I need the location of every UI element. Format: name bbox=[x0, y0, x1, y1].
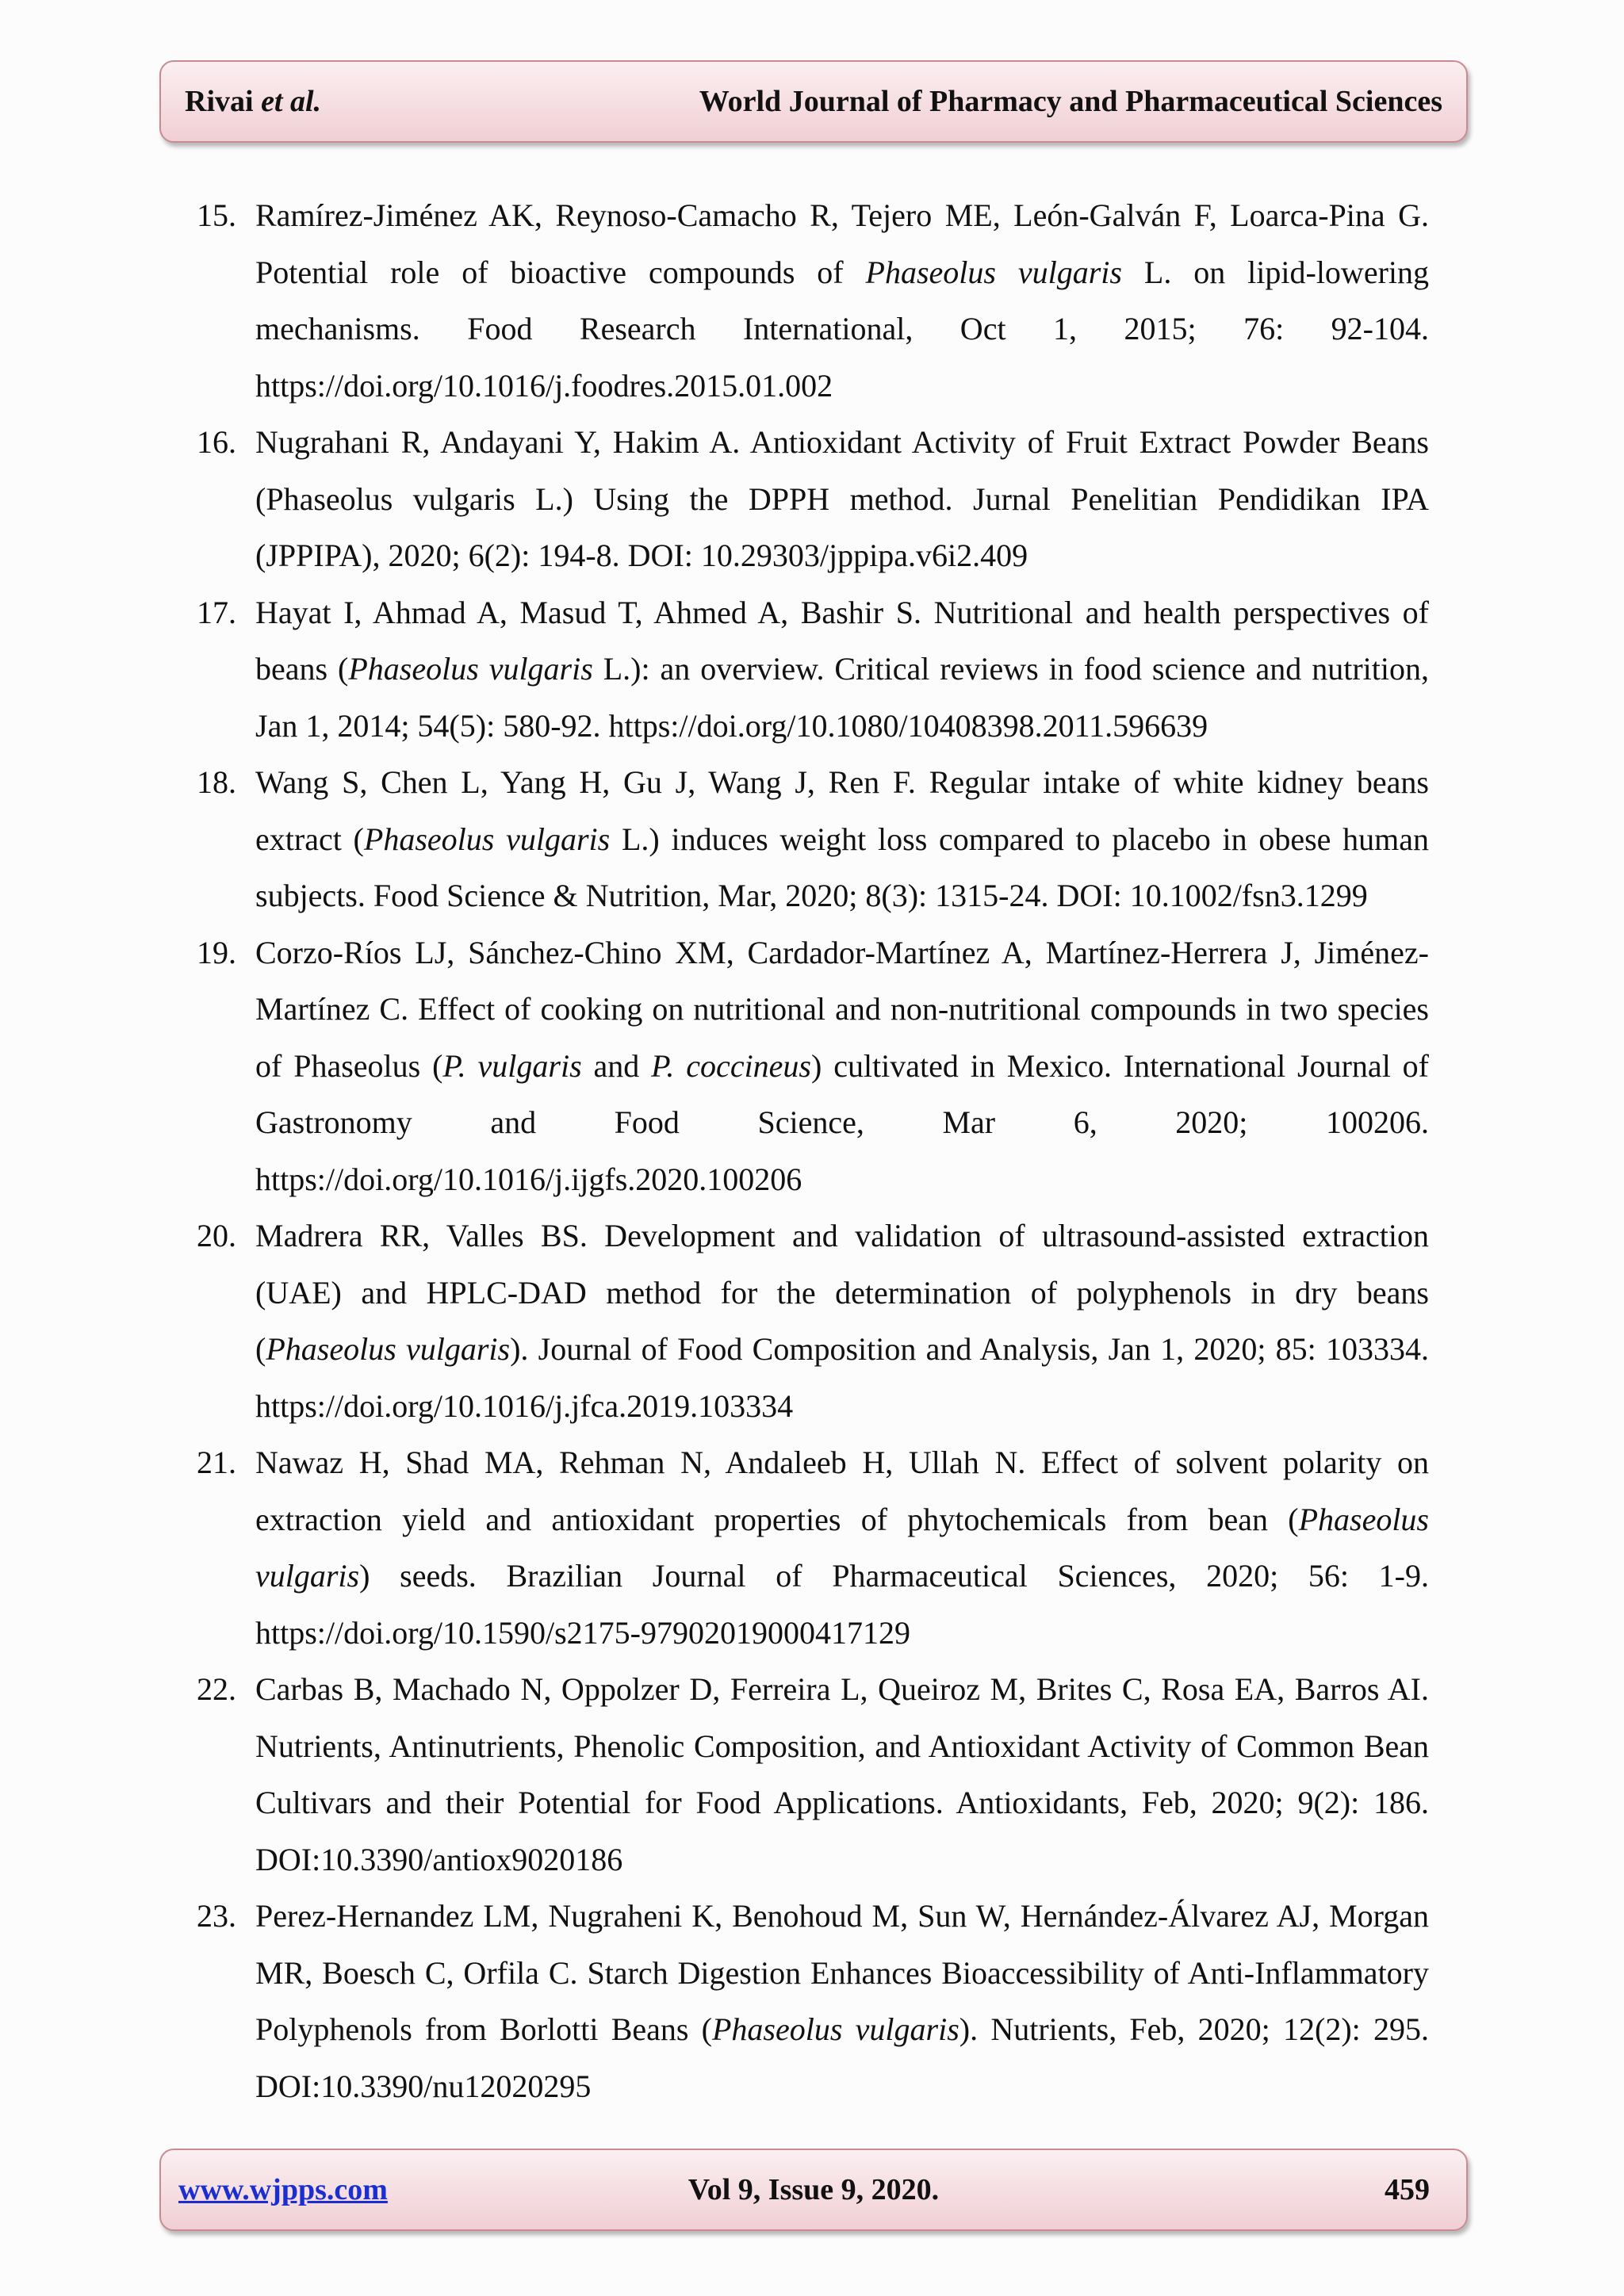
reference-item: 19. Corzo-Ríos LJ, Sánchez-Chino XM, Cardador-Martínez A, Martínez-Herrera J, Jiménez-Martínez C. Effect of cooking on nutritional and non-nutritional compounds in two species of Phaseolus (P. vulgaris and P. coccineus) cultivated in Mexico. International Journal of Gastronomy and Food Science, Mar 6, 2020; 100206. https://doi.org/10.1016/j.ijgfs.2020.100206 bbox=[197, 924, 1429, 1208]
reference-item: 15. Ramírez-Jiménez AK, Reynoso-Camacho R, Tejero ME, León-Galván F, Loarca-Pina G. Potential role of bioactive compounds of Phaseolus vulgaris L. on lipid-lowering mechanisms. Food Research International, Oct 1, 2015; 76: 92-104. https://doi.org/10.1016/j.foodres.2015.01.002 bbox=[197, 187, 1429, 414]
reference-item: 22. Carbas B, Machado N, Oppolzer D, Ferreira L, Queiroz M, Brites C, Rosa EA, Barros AI. Nutrients, Antinutrients, Phenolic Composition, and Antioxidant Activity of Common Bean Cultivars and their Potential for Food Applications. Antioxidants, Feb, 2020; 9(2): 186. DOI:10.3390/antiox9020186 bbox=[197, 1661, 1429, 1888]
reference-number: 16. bbox=[197, 424, 236, 460]
page-number: 459 bbox=[1385, 2173, 1430, 2206]
reference-item: 16. Nugrahani R, Andayani Y, Hakim A. Antioxidant Activity of Fruit Extract Powder Beans (Phaseolus vulgaris L.) Using the DPPH method. Jurnal Penelitian Pendidikan IPA (JPPIPA), 2020; 6(2): 194-8. DOI: 10.29303/jppipa.v6i2.409 bbox=[197, 414, 1429, 584]
reference-item: 21. Nawaz H, Shad MA, Rehman N, Andaleeb H, Ullah N. Effect of solvent polarity on extraction yield and antioxidant properties of phytochemicals from bean (Phaseolus vulgaris) seeds. Brazilian Journal of Pharmaceutical Sciences, 2020; 56: 1-9. https://doi.org/10.1590/s2175-97902019000417129 bbox=[197, 1434, 1429, 1661]
reference-number: 21. bbox=[197, 1445, 236, 1480]
header-author: Rivai et al. bbox=[185, 85, 322, 118]
issue-info: Vol 9, Issue 9, 2020. bbox=[688, 2173, 940, 2206]
reference-number: 22. bbox=[197, 1671, 236, 1707]
reference-item: 23. Perez-Hernandez LM, Nugraheni K, Benohoud M, Sun W, Hernández-Álvarez AJ, Morgan MR, Boesch C, Orfila C. Starch Digestion Enhances Bioaccessibility of Anti-Inflammatory Polyphenols from Borlotti Beans (Phaseolus vulgaris). Nutrients, Feb, 2020; 12(2): 295. DOI:10.3390/nu12020295 bbox=[197, 1888, 1429, 2114]
header-journal-title: World Journal of Pharmacy and Pharmaceutical Sciences bbox=[699, 85, 1442, 118]
page-header bbox=[159, 60, 1468, 143]
reference-number: 15. bbox=[197, 197, 236, 233]
website-link[interactable]: www.wjpps.com bbox=[178, 2173, 388, 2206]
reference-number: 20. bbox=[197, 1218, 236, 1253]
reference-number: 17. bbox=[197, 594, 236, 630]
reference-number: 18. bbox=[197, 764, 236, 800]
reference-number: 19. bbox=[197, 934, 236, 970]
page-footer bbox=[159, 2149, 1468, 2231]
reference-number: 23. bbox=[197, 1898, 236, 1934]
reference-item: 20. Madrera RR, Valles BS. Development and validation of ultrasound-assisted extraction (UAE) and HPLC-DAD method for the determination of polyphenols in dry beans (Phaseolus vulgaris). Journal of Food Composition and Analysis, Jan 1, 2020; 85: 103334. https://doi.org/10.1016/j.jfca.2019.103334 bbox=[197, 1207, 1429, 1434]
reference-item: 18. Wang S, Chen L, Yang H, Gu J, Wang J, Ren F. Regular intake of white kidney beans extract (Phaseolus vulgaris L.) induces weight loss compared to placebo in obese human subjects. Food Science & Nutrition, Mar, 2020; 8(3): 1315-24. DOI: 10.1002/fsn3.1299 bbox=[197, 754, 1429, 924]
reference-list bbox=[197, 187, 1429, 2114]
reference-item: 17. Hayat I, Ahmad A, Masud T, Ahmed A, Bashir S. Nutritional and health perspectives of beans (Phaseolus vulgaris L.): an overview. Critical reviews in food science and nutrition, Jan 1, 2014; 54(5): 580-92. https://doi.org/10.1080/10408398.2011.596639 bbox=[197, 584, 1429, 755]
